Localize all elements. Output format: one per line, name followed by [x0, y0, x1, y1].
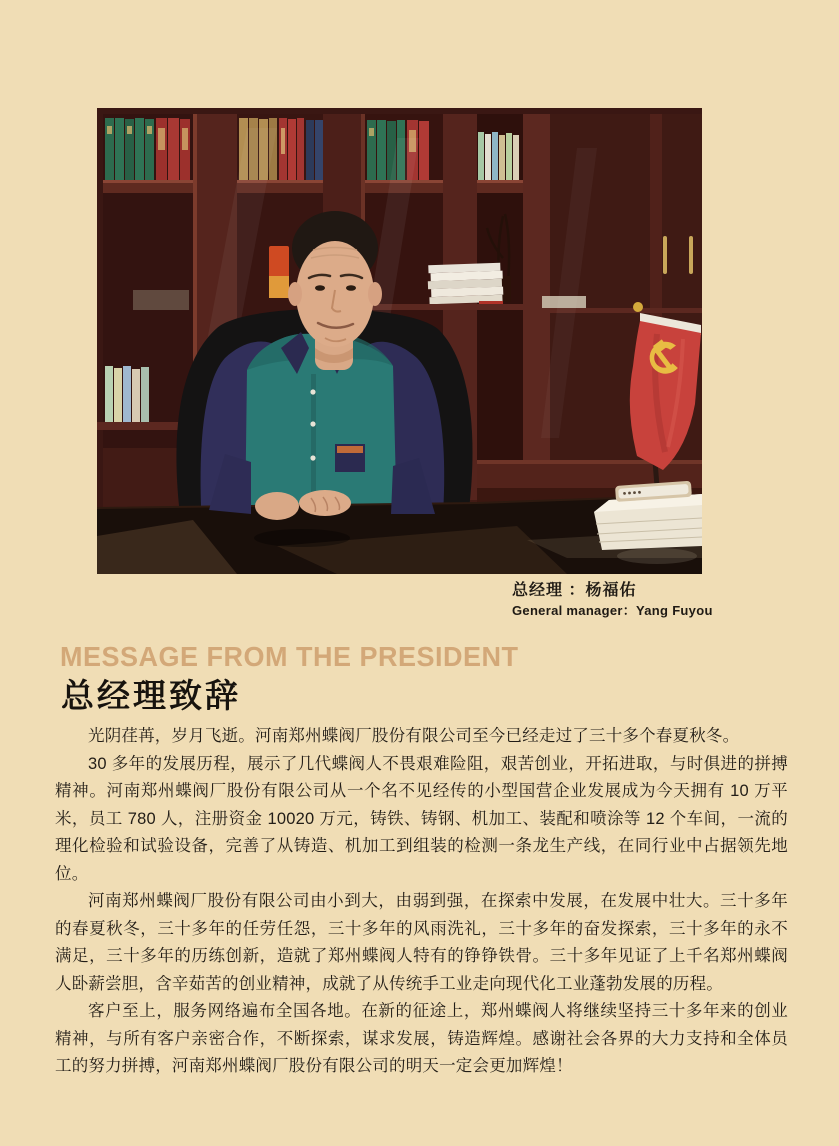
paragraph: 河南郑州蝶阀厂股份有限公司由小到大，由弱到强，在探索中发展，在发展中壮大。三十多年的春夏秋冬，三十多年的任劳任怨，三十多年的风雨洗礼，三十多年的奋发探索，三十多年的永不满足，三十多年的历练创新，造就了郑州蝶阀人特有的铮铮铁骨。三十多年见证了上千名郑州蝶阀人卧薪尝胆，含辛茹苦的创业精神，成就了从传统手工业走向现代化工业蓬勃发展的历程。	[55, 892, 788, 993]
page-title-cn: 总经理致辞	[61, 679, 241, 715]
books-red	[156, 118, 190, 180]
paper-stack	[427, 263, 503, 305]
paragraph: 30 多年的发展历程，展示了几代蝶阀人不畏艰难险阻，艰苦创业，开拓进取，与时俱进的拼搏精神。河南郑州蝶阀厂股份有限公司从一个名不见经传的小型国营企业发展成为今天拥有 10 万平米，员工 780 人，注册资金 10020 万元，铸铁、铸钢、机加工、装配和喷涂等 12 个车间，一流的理化检验和试验设备，完善了从铸造、机加工到组装的检测一条龙生产线，在同行业中占据领先地位。	[55, 754, 788, 883]
caption-manager-cn: 总经理 ：杨福佑	[512, 582, 637, 599]
paragraph: 客户至上，服务网络遍布全国各地。在新的征途上，郑州蝶阀人将继续坚持三十多年来的创业精神，与所有客户亲密合作，不断探索，谋求发展，铸造辉煌。感谢社会各界的大力支持和全体员工的努力拼搏，河南郑州蝶阀厂股份有限公司的明天一定会更加辉煌！	[55, 1002, 788, 1075]
books-green	[105, 118, 154, 180]
photo-caption	[512, 581, 713, 619]
photo-scene	[97, 108, 702, 574]
paragraph: 光阴荏苒，岁月飞逝。河南郑州蝶阀厂股份有限公司至今已经走过了三十多个春夏秋冬。	[88, 727, 740, 745]
page-title-en: MESSAGE FROM THE PRESIDENT	[60, 641, 519, 673]
orange-folder	[269, 246, 289, 298]
caption-manager-en: General manager：Yang Fuyou	[512, 603, 713, 619]
president-photo	[97, 108, 702, 574]
president-message-body	[55, 723, 788, 1081]
